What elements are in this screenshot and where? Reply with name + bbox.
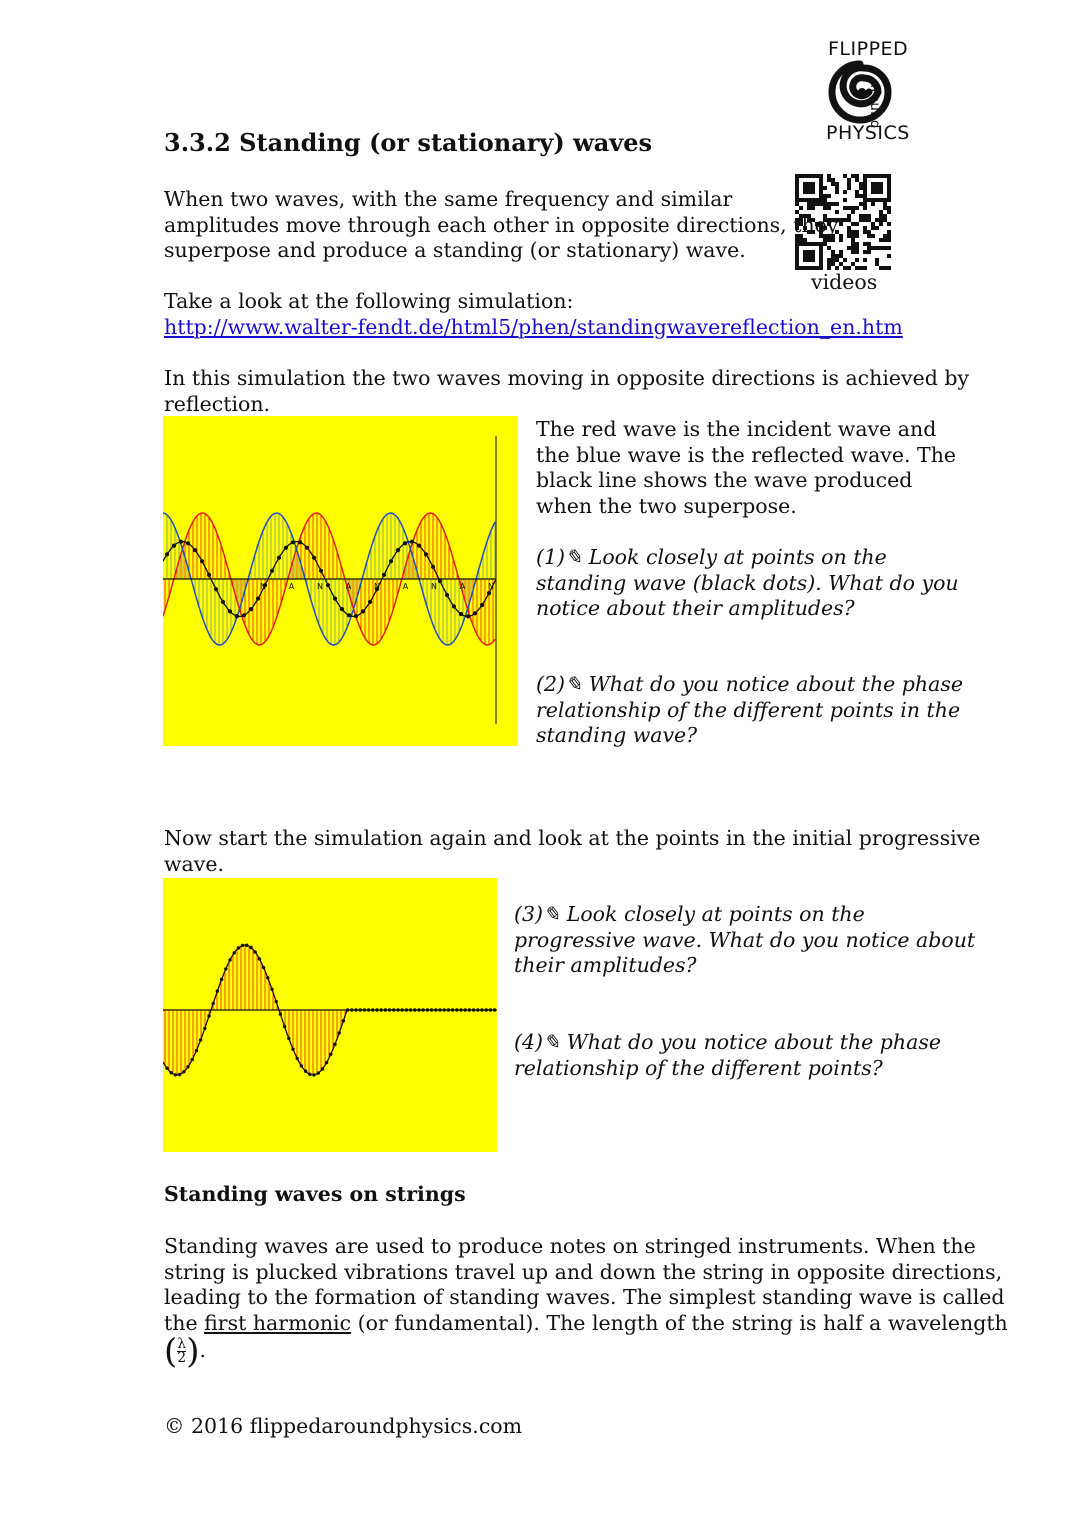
simulation-link[interactable]: http://www.walter-fendt.de/html5/phen/standingwavereflection_en.htm [164,314,903,339]
progressive-wave-point [245,944,248,947]
standing-wave-point [186,541,190,545]
standing-wave-point [228,609,232,613]
standing-wave-point [249,607,253,611]
progressive-wave-point [291,1048,294,1051]
fraction-denominator: 2 [177,1350,187,1366]
question-2 [536,672,963,749]
progressive-wave-point [472,1008,475,1011]
restart-line: wave. [164,851,224,876]
standing-wave-point [417,544,421,548]
progressive-wave-point [174,1073,177,1076]
progressive-wave-point [371,1008,374,1011]
progressive-wave-point [207,1014,210,1017]
progressive-wave-point [329,1053,332,1056]
progressive-wave-point [346,1008,349,1011]
standing-wave-point [298,540,302,544]
progressive-wave-point [258,957,261,960]
standing-wave-point [466,614,470,618]
standing-wave-point [382,573,386,577]
node-antinode-label: N [431,582,437,591]
node-antinode-label: N [317,582,323,591]
question-1 [536,545,959,622]
node-antinode-label: A [288,582,295,591]
progressive-wave-point [224,967,227,970]
progressive-wave-point [464,1008,467,1011]
question-4-line: relationship of the different points? [514,1055,883,1080]
standing-wave-point [459,612,463,616]
standing-wave-point [333,597,337,601]
page-title: 3.3.2 Standing (or stationary) waves [164,128,653,157]
logo-top-text: FLIPPED [828,38,909,60]
progressive-wave-point [489,1008,492,1011]
description-line: black line shows the wave produced [536,468,913,492]
progressive-wave-point [338,1031,341,1034]
node-antinode-label: N [488,582,494,591]
section-heading-strings: Standing waves on strings [164,1182,466,1206]
qr-caption: videos [811,270,878,294]
standing-wave-point [431,565,435,569]
standing-wave-point [487,591,491,595]
progressive-wave-simulation [163,878,497,1152]
question-1-line: notice about their amplitudes? [536,596,855,620]
standing-wave-point [172,544,176,548]
progressive-wave-point [203,1027,206,1030]
standing-wave-point [242,613,246,617]
progressive-wave-point [321,1067,324,1070]
strings-line: leading to the formation of standing waves. The simplest standing wave is called [164,1285,1005,1309]
standing-wave-point [480,603,484,607]
standing-wave-point [473,611,477,615]
progressive-wave-point [375,1008,378,1011]
standing-wave-point [165,552,169,556]
progressive-wave-point [254,950,257,953]
progressive-wave-point [459,1008,462,1011]
progressive-wave-point [165,1067,168,1070]
progressive-wave-point [388,1008,391,1011]
standing-wave-point [424,552,428,556]
progressive-wave-point [212,1002,215,1005]
standing-wave-point [452,604,456,608]
standing-wave-point [340,607,344,611]
progressive-wave-point [409,1008,412,1011]
progressive-wave-point [363,1008,366,1011]
progressive-wave-point [312,1073,315,1076]
standing-wave-point [368,600,372,604]
progressive-wave-point [350,1008,353,1011]
standing-wave-point [193,548,197,552]
progressive-wave-point [430,1008,433,1011]
progressive-wave-point [178,1073,181,1076]
progressive-wave-point [367,1008,370,1011]
standing-wave-point [207,573,211,577]
simulation-prompt [164,289,903,340]
progressive-wave-point [216,989,219,992]
flipped-around-physics-logo [822,38,914,146]
progressive-wave-point [266,976,269,979]
intro-line: superpose and produce a standing (or stationary) wave. [164,238,746,262]
progressive-wave-point [396,1008,399,1011]
standing-wave-simulation [163,416,518,746]
progressive-wave-point [249,946,252,949]
progressive-wave-point [401,1008,404,1011]
question-2-line: (2)✎ What do you notice about the phase [536,672,964,696]
progressive-wave-point [191,1058,194,1061]
progressive-wave-point [325,1061,328,1064]
progressive-wave-point [233,951,236,954]
standing-wave-point [256,597,260,601]
standing-wave-point [361,609,365,613]
progressive-wave-point [426,1008,429,1011]
standing-wave-point [235,614,239,618]
standing-wave-point [389,559,393,563]
question-4 [514,1030,941,1081]
progressive-wave-point [317,1071,320,1074]
simulation-prompt-text: Take a look at the following simulation: [164,289,574,313]
node-antinode-label: N [260,582,266,591]
question-3-line: their amplitudes? [514,953,697,977]
progressive-wave-point [186,1065,189,1068]
progressive-wave-point [283,1025,286,1028]
progressive-wave-point [493,1008,496,1011]
question-3-line: (3)✎ Look closely at points on the [514,902,865,926]
reflection-paragraph [164,366,969,417]
progressive-wave-point [275,1000,278,1003]
question-3-line: progressive wave. What do you notice about [514,927,976,952]
standing-wave-point [214,587,218,591]
fraction-numerator: λ [177,1336,187,1352]
intro-paragraph [164,187,838,264]
standing-wave-point [347,613,351,617]
standing-wave-point [221,600,225,604]
standing-wave-point [354,614,358,618]
progressive-wave-point [237,946,240,949]
standing-wave-point [291,540,295,544]
standing-wave-point [438,579,442,583]
standing-wave-point [200,559,204,563]
reflection-line: reflection. [164,391,271,416]
progressive-wave-point [480,1008,483,1011]
progressive-wave-point [443,1008,446,1011]
progressive-wave-point [342,1019,345,1022]
progressive-wave-point [270,988,273,991]
standing-wave-point [410,540,414,544]
node-antinode-label: N [374,582,380,591]
progressive-wave-point [308,1073,311,1076]
description-line: The red wave is the incident wave and [536,417,937,441]
strings-line: string is plucked vibrations travel up and down the string in opposite directions, [164,1259,1003,1284]
standing-wave-point [445,593,449,597]
progressive-wave-point [354,1008,357,1011]
intro-line: amplitudes move through each other in opposite directions, they [164,212,839,237]
progressive-wave-point [220,978,223,981]
standing-wave-point [312,556,316,560]
progressive-wave-point [279,1013,282,1016]
simulation-background [163,878,497,1152]
strings-line-last: the first harmonic (or fundamental). The length of the string is half a wavelength [164,1310,1008,1335]
logo-bottom-text: PHYSICS [826,122,910,144]
description-line: when the two superpose. [536,493,797,518]
progressive-wave-point [485,1008,488,1011]
progressive-wave-point [359,1008,362,1011]
standing-wave-point [179,540,183,544]
progressive-wave-point [296,1057,299,1060]
progressive-wave-point [384,1008,387,1011]
progressive-wave-point [392,1008,395,1011]
node-antinode-label: A [402,582,409,591]
progressive-wave-point [170,1071,173,1074]
swirl-logo-icon [828,60,892,124]
standing-wave-point [305,546,309,550]
progressive-wave-point [300,1064,303,1067]
progressive-wave-point [380,1008,383,1011]
half-wavelength-fraction: ($\frac{\lambda}{2}$ ). [164,1331,206,1372]
progressive-wave-point [405,1008,408,1011]
question-3 [514,902,975,979]
question-2-line: standing wave? [536,723,698,747]
progressive-wave-point [438,1008,441,1011]
progressive-wave-point [287,1037,290,1040]
progressive-wave-point [455,1008,458,1011]
standing-wave-point [403,541,407,545]
node-antinode-label: A [459,582,466,591]
strings-line: Standing waves are used to produce notes on stringed instruments. When the [164,1234,976,1258]
progressive-wave-point [228,958,231,961]
progressive-wave-point [434,1008,437,1011]
progressive-wave-point [476,1008,479,1011]
first-harmonic-term: first harmonic [204,1310,352,1335]
progressive-wave-point [195,1049,198,1052]
standing-wave-point [326,583,330,587]
question-1-line: (1)✎ Look closely at points on the [536,545,887,569]
question-2-line: relationship of the different points in the [536,697,961,722]
standing-wave-point [270,569,274,573]
progressive-wave-point [333,1043,336,1046]
progressive-wave-point [199,1038,202,1041]
progressive-wave-point [451,1008,454,1011]
node-antinode-label: A [345,582,352,591]
progressive-wave-point [417,1008,420,1011]
standing-wave-point [284,546,288,550]
standing-wave-point [319,569,323,573]
progressive-wave-point [447,1008,450,1011]
footer-copyright: © 2016 flippedaroundphysics.com [164,1414,523,1438]
progressive-wave-point [413,1008,416,1011]
question-1-line: standing wave (black dots). What do you [536,570,959,595]
progressive-wave-point [262,966,265,969]
progressive-wave-point [241,944,244,947]
restart-line: Now start the simulation again and look at the points in the initial progressive [164,826,981,850]
standing-wave-point [277,556,281,560]
strings-paragraph [164,1234,1008,1372]
progressive-wave-point [422,1008,425,1011]
intro-line: When two waves, with the same frequency and similar [164,187,733,211]
restart-paragraph [164,826,980,877]
progressive-wave-point [182,1070,185,1073]
standing-wave-point [396,548,400,552]
standing-wave-description [536,417,956,519]
progressive-wave-point [468,1008,471,1011]
reflection-line: In this simulation the two waves moving in opposite directions is achieved by [164,366,970,390]
question-4-line: (4)✎ What do you notice about the phase [514,1030,942,1054]
progressive-wave-point [304,1070,307,1073]
description-line: the blue wave is the reflected wave. The [536,442,957,467]
logo-side-text: around [867,80,882,129]
